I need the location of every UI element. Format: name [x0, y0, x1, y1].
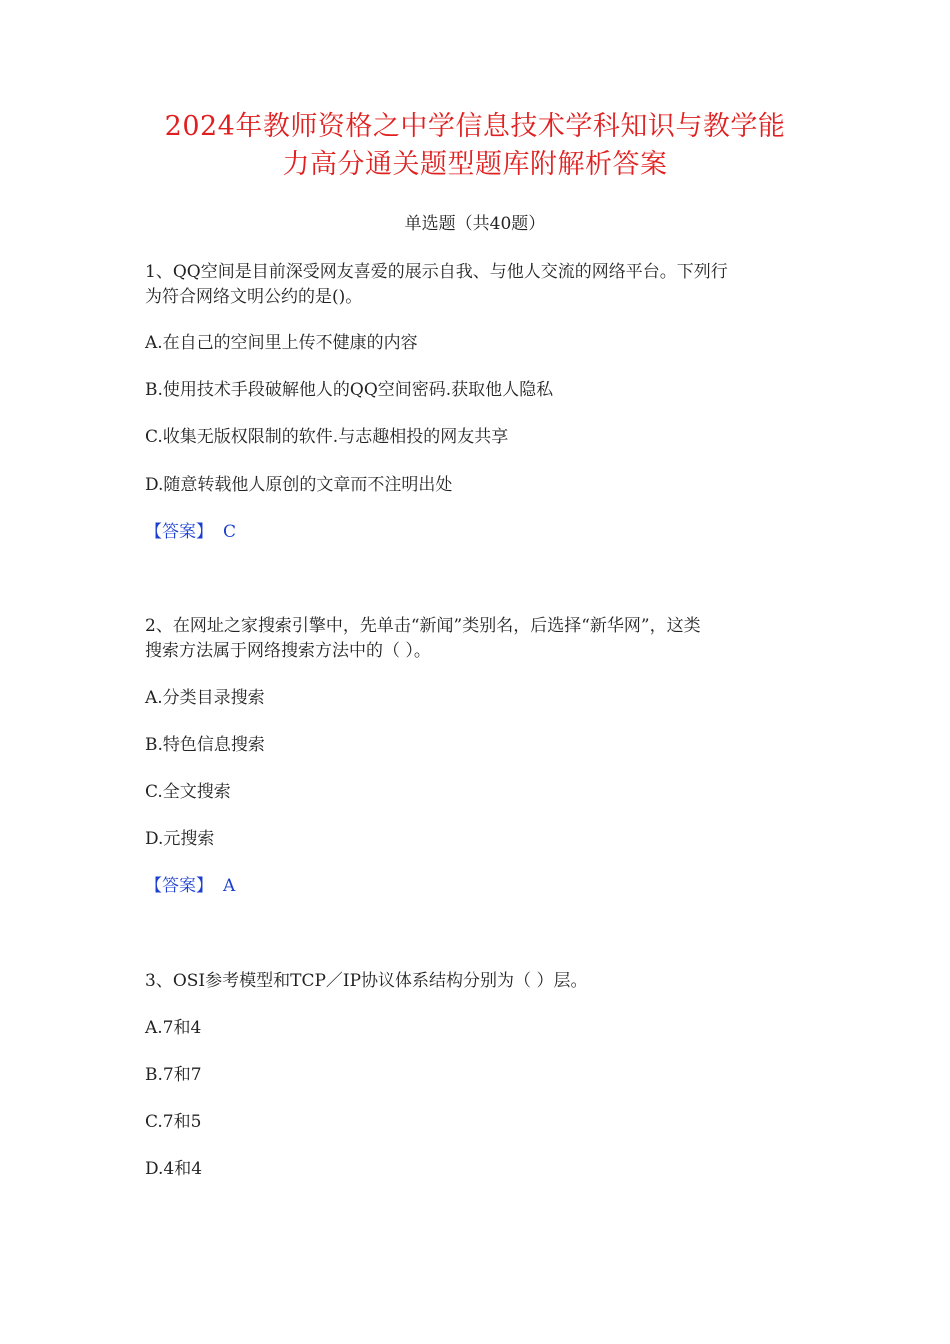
question-2-stem-line-1: 2、在网址之家搜索引擎中，先单击“新闻”类别名，后选择“新华网”，这类 — [145, 616, 701, 636]
section-title: 单选题（共40题） — [404, 214, 546, 234]
question-3-option-c: C.7和5 — [145, 1112, 202, 1132]
question-2-option-b: B.特色信息搜索 — [145, 735, 265, 755]
answer-label: 【答案】 — [145, 522, 213, 542]
question-2-option-a: A.分类目录搜索 — [145, 688, 265, 708]
question-1-stem-line-2: 为符合网络文明公约的是()。 — [145, 287, 363, 307]
answer-value: A — [223, 876, 236, 896]
question-2-answer — [145, 873, 825, 899]
question-2-option-c: C.全文搜索 — [145, 782, 231, 802]
answer-label: 【答案】 — [145, 876, 213, 896]
question-1-answer — [145, 519, 825, 545]
question-1-option-c: C.收集无版权限制的软件.与志趣相投的网友共享 — [145, 427, 509, 447]
question-1-option-d: D.随意转载他人原创的文章而不注明出处 — [145, 475, 453, 495]
question-2-option-d: D.元搜索 — [145, 829, 215, 849]
document-title — [120, 108, 830, 184]
question-1-stem-line-1: 1、QQ空间是目前深受网友喜爱的展示自我、与他人交流的网络平台。下列行 — [145, 262, 728, 282]
question-3-option-d: D.4和4 — [145, 1159, 203, 1179]
question-3-option-a: A.7和4 — [145, 1018, 202, 1038]
question-1-option-b: B.使用技术手段破解他人的QQ空间密码.获取他人隐私 — [145, 380, 554, 400]
question-3-option-b: B.7和7 — [145, 1065, 202, 1085]
question-3-stem-line-1: 3、OSI参考模型和TCP／IP协议体系结构分别为（ ）层。 — [145, 971, 588, 991]
answer-value: C — [223, 522, 237, 542]
title-line-1: 2024年教师资格之中学信息技术学科知识与教学能 — [164, 111, 786, 142]
question-1-option-a: A.在自己的空间里上传不健康的内容 — [145, 333, 418, 353]
title-line-2: 力高分通关题型题库附解析答案 — [282, 149, 668, 180]
question-2-stem-line-2: 搜索方法属于网络搜索方法中的（ ）。 — [145, 641, 431, 661]
